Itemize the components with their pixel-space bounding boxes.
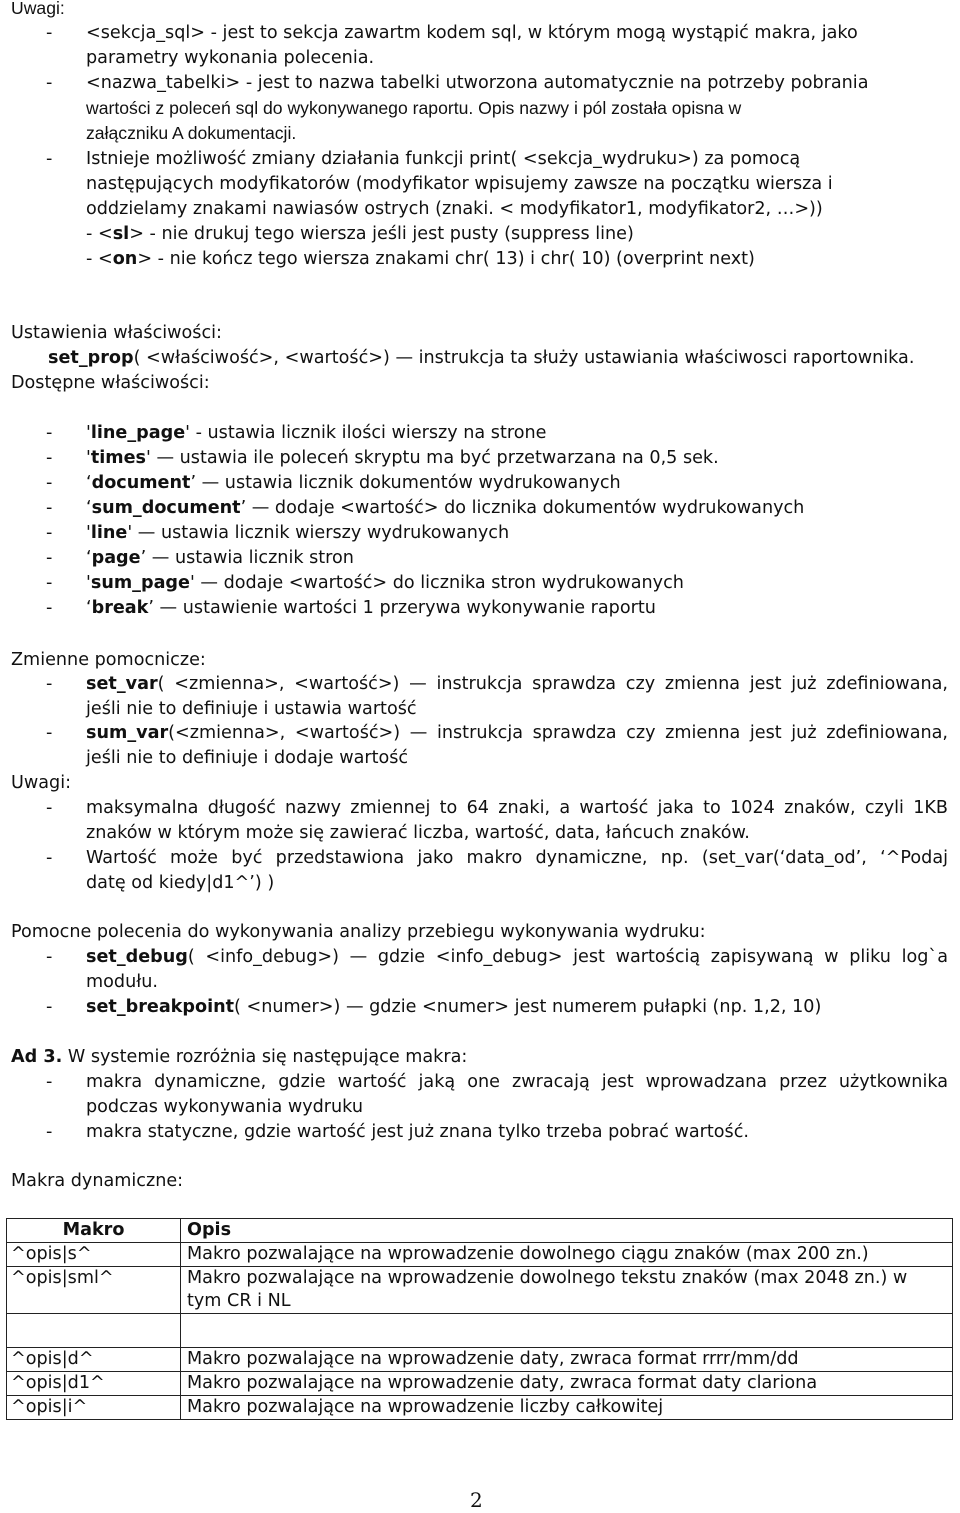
bullet-dash: - bbox=[46, 598, 53, 618]
set-debug-name: set_debug bbox=[86, 947, 188, 967]
bullet-dash: - bbox=[46, 23, 53, 43]
uwagi2-b-l1: Wartość może być przedstawiona jako makro dynamiczne, np. (set_var(‘data_od’, ‘^Podaj bbox=[86, 848, 948, 868]
modifier-sl-code: sl bbox=[112, 224, 130, 244]
prop-desc: ' — ustawia ile poleceń skryptu ma być przetwarzana na 0,5 sek. bbox=[146, 448, 719, 468]
ad3-label: Ad 3. bbox=[11, 1047, 63, 1067]
macros-table bbox=[6, 1218, 953, 1420]
bullet-dash: - bbox=[46, 848, 53, 868]
prop-sum-document bbox=[86, 496, 804, 521]
modifier-sl-desc: > - nie drukuj tego wiersza jeśli jest pusty (suppress line) bbox=[129, 224, 634, 244]
uwagi-item-tabelka-l1: <nazwa_tabelki> - jest to nazwa tabelki utworzona automatycznie na potrzeby pobrania bbox=[86, 73, 869, 93]
quote-mark: ‘ bbox=[86, 473, 92, 493]
set-var-l2: jeśli nie to definiuje i ustawia wartość bbox=[86, 699, 417, 719]
bullet-dash: - bbox=[46, 798, 53, 818]
ad3-intro: W systemie rozróżnia się następujące makra: bbox=[62, 1047, 468, 1067]
quote-mark: ' bbox=[86, 573, 91, 593]
ad3-a-l1: makra dynamiczne, gdzie wartość jaką one zwracają jest wprowadzana przez użytkownika bbox=[86, 1072, 948, 1092]
bullet-dash: - bbox=[46, 473, 53, 493]
prop-line bbox=[86, 521, 509, 546]
prop-desc: ’ — ustawienie wartości 1 przerywa wykonywanie raportu bbox=[148, 598, 656, 618]
sum-var-name: sum_var bbox=[86, 723, 169, 743]
prop-name: line_page bbox=[90, 423, 186, 443]
bullet-dash: - bbox=[46, 573, 53, 593]
quote-mark: ' bbox=[86, 423, 91, 443]
description-cell: Makro pozwalające na wprowadzenie dowolnego ciągu znaków (max 200 zn.) bbox=[181, 1243, 953, 1267]
sum-var-desc: (<zmienna>, <wartość>) — instrukcja sprawdza czy zmienna jest już zdefiniowana, bbox=[168, 723, 948, 743]
bullet-dash: - bbox=[46, 1122, 53, 1142]
prop-name: sum_document bbox=[91, 498, 241, 518]
bullet-dash: - bbox=[46, 423, 53, 443]
modifier-on bbox=[86, 247, 755, 272]
bullet-dash: - bbox=[46, 149, 53, 169]
modifier-on-code: on bbox=[112, 249, 138, 269]
bullet-dash: - bbox=[46, 947, 53, 967]
prop-times bbox=[86, 446, 719, 471]
quote-mark: ‘ bbox=[86, 498, 92, 518]
modifier-on-pre: - < bbox=[86, 249, 113, 269]
prop-name: sum_page bbox=[90, 573, 190, 593]
set-prop-name: set_prop bbox=[48, 348, 134, 368]
quote-mark: ' bbox=[86, 523, 91, 543]
macro-cell: ^opis|d^ bbox=[7, 1348, 181, 1372]
bullet-dash: - bbox=[46, 548, 53, 568]
uwagi-item-print-l3: oddzielamy znakami nawiasów ostrych (znaki. < modyfikator1, modyfikator2, …>)) bbox=[86, 199, 823, 219]
uwagi2-a-l2: znaków w którym może się zawierać liczba, wartość, data, łańcuch znaków. bbox=[86, 823, 750, 843]
modifier-on-desc: > - nie kończ tego wiersza znakami chr( 13) i chr( 10) (overprint next) bbox=[137, 249, 755, 269]
zmienne-heading: Zmienne pomocnicze: bbox=[11, 650, 206, 670]
uwagi2-heading: Uwagi: bbox=[11, 773, 72, 793]
ad3-b: makra statyczne, gdzie wartość jest już znana tylko trzeba pobrać wartość. bbox=[86, 1122, 749, 1142]
table-row bbox=[7, 1348, 953, 1372]
prop-desc: ' — dodaje <wartość> do licznika stron wydrukowanych bbox=[189, 573, 684, 593]
col-opis-header: Opis bbox=[181, 1219, 953, 1243]
uwagi-item-tabelka-l3: załączniku A dokumentacji. bbox=[86, 123, 297, 143]
macro-cell: ^opis|d1^ bbox=[7, 1372, 181, 1396]
bullet-dash: - bbox=[46, 523, 53, 543]
makra-heading: Makra dynamiczne: bbox=[11, 1171, 184, 1191]
prop-line-page bbox=[86, 421, 546, 446]
prop-name: document bbox=[91, 473, 191, 493]
prop-desc: ' — ustawia licznik wierszy wydrukowanych bbox=[127, 523, 510, 543]
dostepne-heading: Dostępne właściwości: bbox=[11, 373, 210, 393]
quote-mark: ' bbox=[86, 448, 91, 468]
bullet-dash: - bbox=[46, 73, 53, 93]
set-breakpoint-name: set_breakpoint bbox=[86, 997, 235, 1017]
set-debug-l2: modułu. bbox=[86, 972, 158, 992]
set-prop-desc: ( <właściwość>, <wartość>) — instrukcja ta służy ustawiania właściwosci raportownika. bbox=[133, 348, 915, 368]
set-debug-l1 bbox=[86, 945, 948, 970]
uwagi-item-print-l1: Istnieje możliwość zmiany działania funkcji print( <sekcja_wydruku>) za pomocą bbox=[86, 149, 801, 169]
quote-mark: ‘ bbox=[86, 598, 92, 618]
prop-name: page bbox=[91, 548, 141, 568]
description-cell: Makro pozwalające na wprowadzenie liczby całkowitej bbox=[181, 1396, 953, 1420]
set-breakpoint-line bbox=[86, 995, 821, 1020]
table-row-empty bbox=[7, 1314, 953, 1348]
prop-desc: ’ — dodaje <wartość> do licznika dokumentów wydrukowanych bbox=[240, 498, 805, 518]
uwagi-item-tabelka-l2: wartości z poleceń sql do wykonywanego raportu. Opis nazwy i pól została opisna w bbox=[86, 98, 742, 118]
description-cell: Makro pozwalające na wprowadzenie daty, zwraca format daty clariona bbox=[181, 1372, 953, 1396]
modifier-sl bbox=[86, 222, 634, 247]
set-var-l1 bbox=[86, 672, 948, 697]
prop-name: line bbox=[90, 523, 128, 543]
uwagi2-a-l1: maksymalna długość nazwy zmiennej to 64 znaki, a wartość jaka to 1024 znaków, czyli 1KB bbox=[86, 798, 948, 818]
col-makro-header: Makro bbox=[7, 1219, 181, 1243]
description-cell bbox=[181, 1314, 953, 1348]
set-breakpoint-desc: ( <numer>) — gdzie <numer> jest numerem pułapki (np. 1,2, 10) bbox=[234, 997, 822, 1017]
uwagi2-b-l2: datę od kiedy|d1^’) ) bbox=[86, 873, 275, 893]
uwagi-item-sekcja-sql-l1: <sekcja_sql> - jest to sekcja zawartm kodem sql, w którym mogą wystąpić makra, jako bbox=[86, 23, 858, 43]
ustawienia-heading: Ustawienia właściwości: bbox=[11, 323, 222, 343]
prop-break bbox=[86, 596, 656, 621]
set-prop-line bbox=[48, 346, 914, 371]
modifier-sl-pre: - < bbox=[86, 224, 113, 244]
prop-desc: ’ — ustawia licznik stron bbox=[140, 548, 354, 568]
set-var-desc: ( <zmienna>, <wartość>) — instrukcja sprawdza czy zmienna jest już zdefiniowana, bbox=[157, 674, 948, 694]
prop-name: break bbox=[91, 598, 149, 618]
prop-sum-page bbox=[86, 571, 684, 596]
bullet-dash: - bbox=[46, 674, 53, 694]
page-number: 2 bbox=[470, 1488, 483, 1512]
pomocne-heading: Pomocne polecenia do wykonywania analizy przebiegu wykonywania wydruku: bbox=[11, 922, 706, 942]
ad3-heading bbox=[11, 1045, 467, 1070]
bullet-dash: - bbox=[46, 448, 53, 468]
table-row bbox=[7, 1396, 953, 1420]
prop-page bbox=[86, 546, 354, 571]
macro-cell: ^opis|sml^ bbox=[7, 1267, 181, 1314]
prop-desc: ’ — ustawia licznik dokumentów wydrukowanych bbox=[190, 473, 621, 493]
bullet-dash: - bbox=[46, 498, 53, 518]
bullet-dash: - bbox=[46, 997, 53, 1017]
ad3-a-l2: podczas wykonywania wydruku bbox=[86, 1097, 363, 1117]
quote-mark: ‘ bbox=[86, 548, 92, 568]
prop-desc: ' - ustawia licznik ilości wierszy na strone bbox=[185, 423, 547, 443]
prop-name: times bbox=[90, 448, 147, 468]
table-row bbox=[7, 1243, 953, 1267]
sum-var-l2: jeśli nie to definiuje i dodaje wartość bbox=[86, 748, 409, 768]
prop-document bbox=[86, 471, 621, 496]
table-header-row bbox=[7, 1219, 953, 1243]
set-debug-desc: ( <info_debug>) — gdzie <info_debug> jest wartością zapisywaną w pliku log`a bbox=[187, 947, 948, 967]
table-row bbox=[7, 1267, 953, 1314]
uwagi-item-sekcja-sql-l2: parametry wykonania polecenia. bbox=[86, 48, 375, 68]
bullet-dash: - bbox=[46, 1072, 53, 1092]
table-row bbox=[7, 1372, 953, 1396]
set-var-name: set_var bbox=[86, 674, 158, 694]
uwagi-item-print-l2: następujących modyfikatorów (modyfikator wpisujemy zawsze na początku wiersza i bbox=[86, 174, 833, 194]
sum-var-l1 bbox=[86, 721, 948, 746]
macro-cell: ^opis|i^ bbox=[7, 1396, 181, 1420]
description-cell: Makro pozwalające na wprowadzenie daty, zwraca format rrrr/mm/dd bbox=[181, 1348, 953, 1372]
macro-cell bbox=[7, 1314, 181, 1348]
uwagi-heading: Uwagi: bbox=[11, 0, 65, 18]
macro-cell: ^opis|s^ bbox=[7, 1243, 181, 1267]
bullet-dash: - bbox=[46, 723, 53, 743]
description-cell: Makro pozwalające na wprowadzenie dowolnego tekstu znaków (max 2048 zn.) w tym CR i NL bbox=[181, 1267, 953, 1314]
